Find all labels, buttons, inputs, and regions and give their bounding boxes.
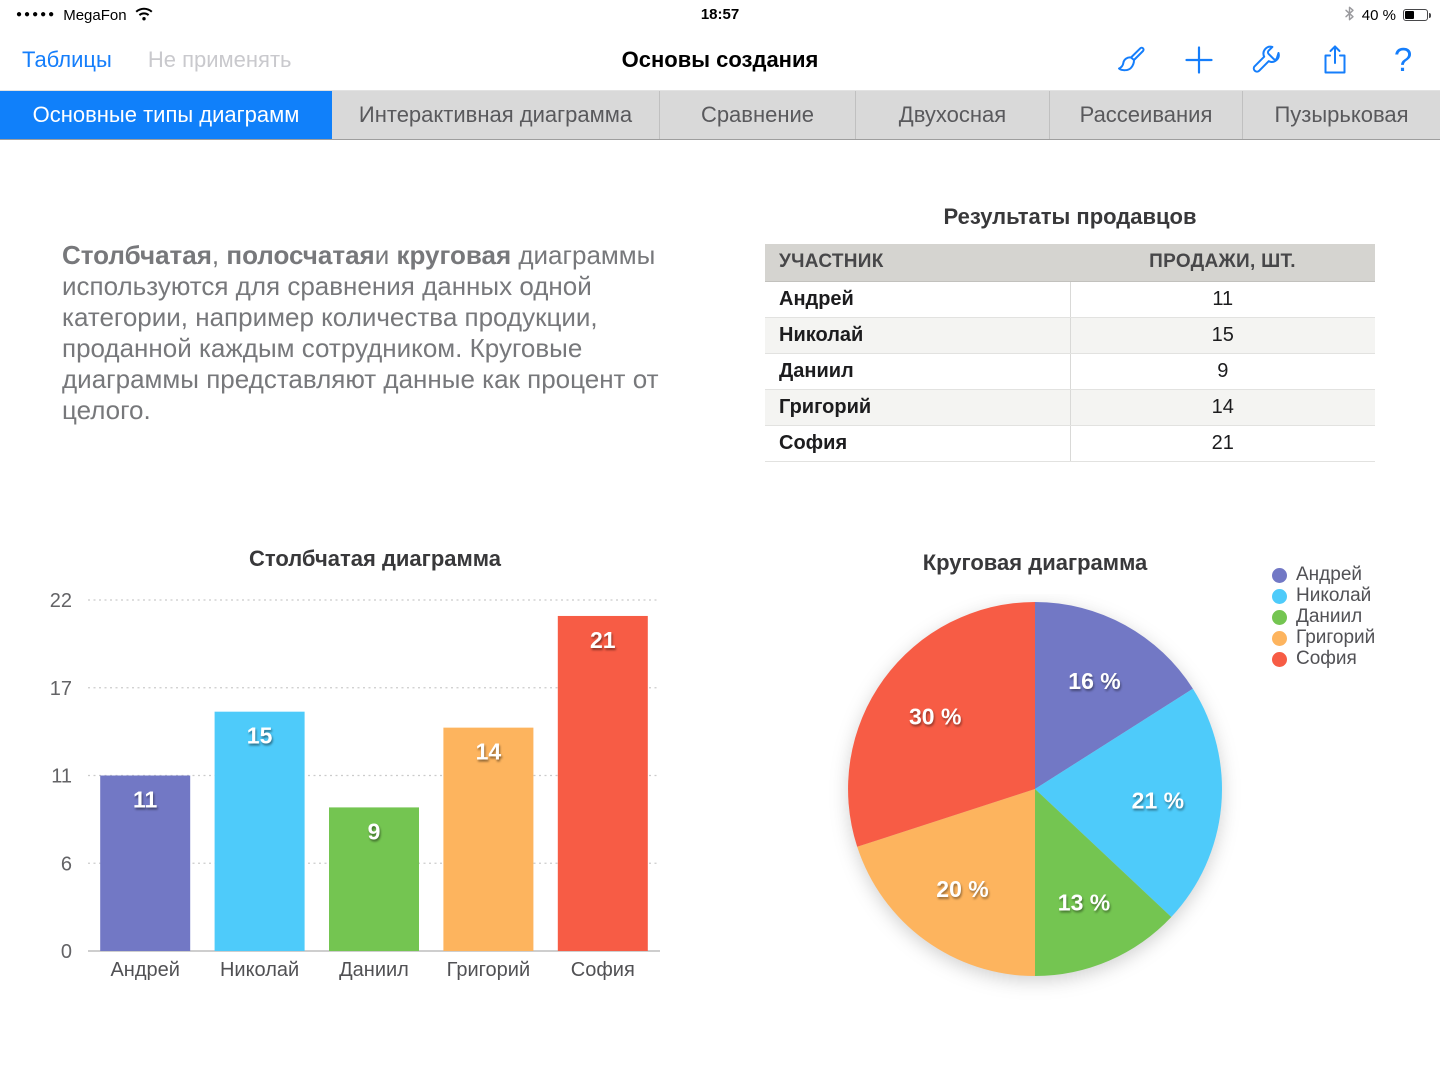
legend-item [1272, 566, 1375, 584]
header-sales[interactable]: ПРОДАЖИ, ШТ. [1070, 244, 1375, 281]
pie-slice-label: 30 % [908, 703, 962, 730]
tools-wrench-icon[interactable] [1250, 43, 1284, 77]
y-tick-label: 6 [60, 853, 72, 876]
tab-two-axis[interactable]: Двухосная [856, 91, 1050, 139]
legend-label: Григорий [1296, 627, 1376, 648]
legend-label: Даниил [1296, 606, 1363, 627]
legend-dot-sofia [1272, 652, 1287, 667]
tab-basic-chart-types[interactable]: Основные типы диаграмм [0, 91, 332, 139]
y-tick-label: 22 [49, 590, 72, 612]
document-title: Основы создания [621, 47, 819, 72]
cell-value[interactable]: 15 [1070, 317, 1375, 353]
legend-dot-andrey [1272, 568, 1287, 583]
pie-chart-plot [825, 594, 1245, 1018]
sheet-tab-bar [0, 90, 1440, 140]
battery-percentage: 40 % [1361, 6, 1396, 24]
signal-strength-icon: ●●●●● [16, 9, 57, 20]
description-rest: диаграммы используются для сравнения данных одной категории, например количества продукции, проданной каждым сотрудником. Круговые диаграммы представляют данные как процент от целого. [62, 240, 659, 425]
legend-label: София [1296, 648, 1357, 669]
add-icon[interactable] [1182, 43, 1216, 77]
cell-name[interactable]: Николай [765, 317, 1070, 353]
description-text[interactable] [62, 240, 680, 426]
table-row [765, 317, 1375, 353]
bar-value-label: 9 [367, 818, 381, 845]
legend-label: Андрей [1296, 564, 1362, 585]
pie-slice-label: 21 % [1131, 787, 1185, 814]
carrier-label: MegaFon [63, 6, 127, 24]
format-brush-icon[interactable] [1114, 43, 1148, 77]
y-tick-label: 0 [60, 941, 72, 963]
bar-value-label: 15 [246, 722, 273, 749]
cell-name[interactable]: Даниил [765, 353, 1070, 389]
battery-icon [1403, 9, 1428, 21]
status-bar [0, 0, 1440, 30]
description-bold-1: Столбчатая [62, 240, 212, 270]
y-tick-label: 11 [51, 765, 72, 788]
cell-value[interactable]: 11 [1070, 281, 1375, 317]
x-category-label: София [570, 959, 635, 981]
clock: 18:57 [700, 6, 740, 23]
bar-chart-plot [30, 582, 670, 992]
legend-dot-grigoriy [1272, 631, 1287, 646]
bar-София [558, 616, 648, 951]
cell-value[interactable]: 14 [1070, 389, 1375, 425]
bluetooth-icon [1344, 6, 1355, 25]
legend-label: Николай [1296, 585, 1372, 606]
cell-value[interactable]: 21 [1070, 425, 1375, 461]
undo-button[interactable]: Не применять [147, 47, 292, 72]
pie-slice-label: 20 % [936, 875, 989, 902]
pie-slice-label: 16 % [1068, 667, 1121, 694]
spreadsheets-back-button[interactable]: Таблицы [22, 47, 112, 72]
table-row [765, 425, 1375, 461]
tab-scatter[interactable]: Рассеивания [1050, 91, 1243, 139]
tab-bubble[interactable]: Пузырьковая [1243, 91, 1440, 139]
header-participant[interactable]: УЧАСТНИК [765, 244, 1070, 281]
bar-chart-title: Столбчатая диаграмма [248, 546, 501, 571]
cell-name[interactable]: София [765, 425, 1070, 461]
help-icon[interactable]: ? [1393, 41, 1413, 78]
cell-value[interactable]: 9 [1070, 353, 1375, 389]
legend-dot-daniil [1272, 610, 1287, 625]
pie-legend [1272, 566, 1375, 668]
sales-table[interactable] [765, 204, 1375, 462]
y-tick-label: 17 [49, 677, 72, 700]
description-bold-3: круговая [396, 240, 512, 270]
x-category-label: Андрей [110, 959, 180, 981]
legend-item [1272, 587, 1375, 605]
tab-comparison[interactable]: Сравнение [660, 91, 856, 139]
x-category-label: Даниил [339, 959, 409, 981]
x-category-label: Григорий [446, 959, 531, 981]
navigation-toolbar [0, 30, 1440, 90]
legend-item [1272, 629, 1375, 647]
table-row [765, 353, 1375, 389]
bar-value-label: 11 [133, 786, 158, 813]
x-category-label: Николай [219, 959, 300, 981]
cell-name[interactable]: Григорий [765, 389, 1070, 425]
legend-item [1272, 608, 1375, 626]
pie-chart[interactable] [825, 550, 1440, 1020]
bar-value-label: 21 [590, 626, 616, 653]
table-row [765, 281, 1375, 317]
table-title: Результаты продавцов [943, 204, 1197, 229]
share-icon[interactable] [1318, 43, 1352, 77]
table-row [765, 389, 1375, 425]
legend-item [1272, 650, 1375, 668]
pie-chart-title: Круговая диаграмма [922, 550, 1148, 575]
column-chart[interactable] [30, 546, 670, 1016]
cell-name[interactable]: Андрей [765, 281, 1070, 317]
description-bold-2: полосчатая [226, 240, 375, 270]
legend-dot-nikolay [1272, 589, 1287, 604]
tab-interactive-chart[interactable]: Интерактивная диаграмма [332, 91, 660, 139]
description-sep-2: и [374, 240, 397, 270]
bar-value-label: 14 [475, 738, 502, 765]
table-header-row [765, 244, 1375, 281]
description-sep-1: , [211, 240, 227, 270]
pie-slice-label: 13 % [1057, 889, 1111, 916]
